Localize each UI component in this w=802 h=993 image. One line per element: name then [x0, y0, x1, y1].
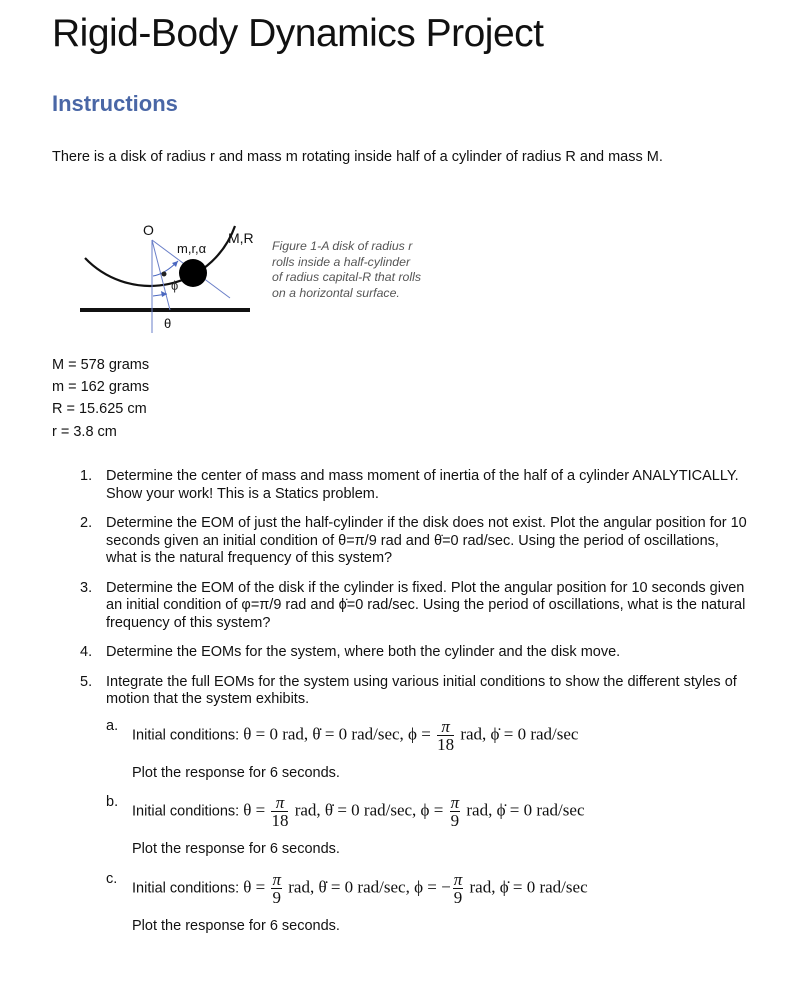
intro-text: There is a disk of radius r and mass m rotating inside half of a cylinder of radius R and mass M. [52, 149, 663, 165]
math-text: rad, ϕ̇ = 0 rad/sec [465, 876, 588, 896]
fraction [271, 871, 282, 906]
page-title: Rigid-Body Dynamics Project [52, 12, 544, 55]
fraction [271, 794, 288, 829]
plot-instruction: Plot the response for 6 seconds. [132, 841, 340, 857]
task-item [80, 674, 750, 936]
plot-instruction: Plot the response for 6 seconds. [132, 764, 340, 781]
condition-letter: a. [106, 717, 119, 734]
task-item [80, 468, 750, 503]
task-text: Determine the center of mass and mass moment of inertia of the half of a cylinder ANALYTICALLY. Show your work! This is a Statics problem. [106, 468, 739, 502]
task-list [80, 468, 750, 947]
math-text: θ = [243, 800, 270, 820]
math-text: θ = [243, 876, 270, 896]
param-m: m = 162 grams [52, 379, 150, 395]
condition-b [106, 794, 750, 859]
condition-letter: b. [106, 794, 119, 810]
math-text: rad, ϕ̇ = 0 rad/sec [462, 800, 585, 820]
fraction [437, 718, 454, 753]
plot-instruction: Plot the response for 6 seconds. [132, 917, 340, 934]
fraction [450, 794, 461, 829]
task-number: 3. [80, 579, 93, 596]
math-text: rad, θ̇ = 0 rad/sec, ϕ = [290, 800, 448, 820]
fraction-denominator: 18 [271, 811, 289, 830]
phi-label: ϕ [171, 278, 179, 293]
task-text: Determine the EOM of just the half-cylinder if the disk does not exist. Plot the angular position for 10 seconds given an initial condition of θ=π/9 rad and θ̇=0 rad/sec. Using the period of oscillations, what is the natural frequency of this system? [106, 515, 747, 566]
task-item [80, 644, 750, 662]
fraction-denominator: 9 [272, 887, 281, 907]
figure-caption: Figure 1-A disk of radius r rolls inside a half-cylinder of radius capital-R that rolls on a horizontal surface. [272, 239, 421, 300]
figure-diagram [75, 218, 265, 333]
task-number: 1. [80, 468, 93, 484]
fraction-numerator: π [271, 794, 288, 812]
condition-label: Initial conditions: [132, 726, 240, 743]
task-item [80, 580, 750, 633]
task-text: Integrate the full EOMs for the system using various initial conditions to show the different styles of motion that the system exhibits. [106, 673, 737, 707]
math-text: rad, ϕ̇ = 0 rad/sec [456, 723, 579, 743]
math-text: rad, θ̇ = 0 rad/sec, ϕ = − [284, 876, 451, 896]
fraction-numerator: π [450, 793, 460, 812]
condition-a [106, 718, 750, 783]
fraction-numerator: π [272, 869, 281, 889]
task-number: 5. [80, 673, 93, 690]
task-item [80, 515, 750, 568]
param-M: M = 578 grams [52, 357, 150, 373]
condition-label: Initial conditions: [132, 803, 240, 820]
task-text: Determine the EOM of the disk if the cylinder is fixed. Plot the angular position for 10 seconds given an initial condition of φ=π/9 rad and ϕ̇=0 rad/sec. Using the period of oscillations, what is the natural frequency of this system? [106, 579, 746, 631]
fraction [453, 871, 464, 906]
condition-c [106, 871, 750, 936]
condition-label: Initial conditions: [132, 879, 240, 896]
theta-label: θ [164, 316, 172, 331]
fraction-denominator: 9 [453, 887, 463, 907]
task-text: Determine the EOMs for the system, where both the cylinder and the disk move. [106, 644, 621, 660]
disk-label: m,r,α [177, 241, 207, 256]
section-heading: Instructions [52, 91, 178, 116]
task-number: 4. [80, 644, 93, 660]
fraction-numerator: π [437, 718, 454, 736]
math-text: θ = 0 rad, θ̇ = 0 rad/sec, ϕ = [243, 723, 436, 743]
origin-label: O [143, 222, 154, 238]
condition-letter: c. [106, 870, 118, 887]
cylinder-label: M,R [228, 230, 254, 246]
fraction-numerator: π [453, 869, 463, 889]
fraction-denominator: 18 [437, 734, 455, 754]
param-r: r = 3.8 cm [52, 424, 117, 440]
param-R: R = 15.625 cm [52, 401, 147, 417]
task-number: 2. [80, 515, 93, 531]
fraction-denominator: 9 [450, 811, 460, 830]
